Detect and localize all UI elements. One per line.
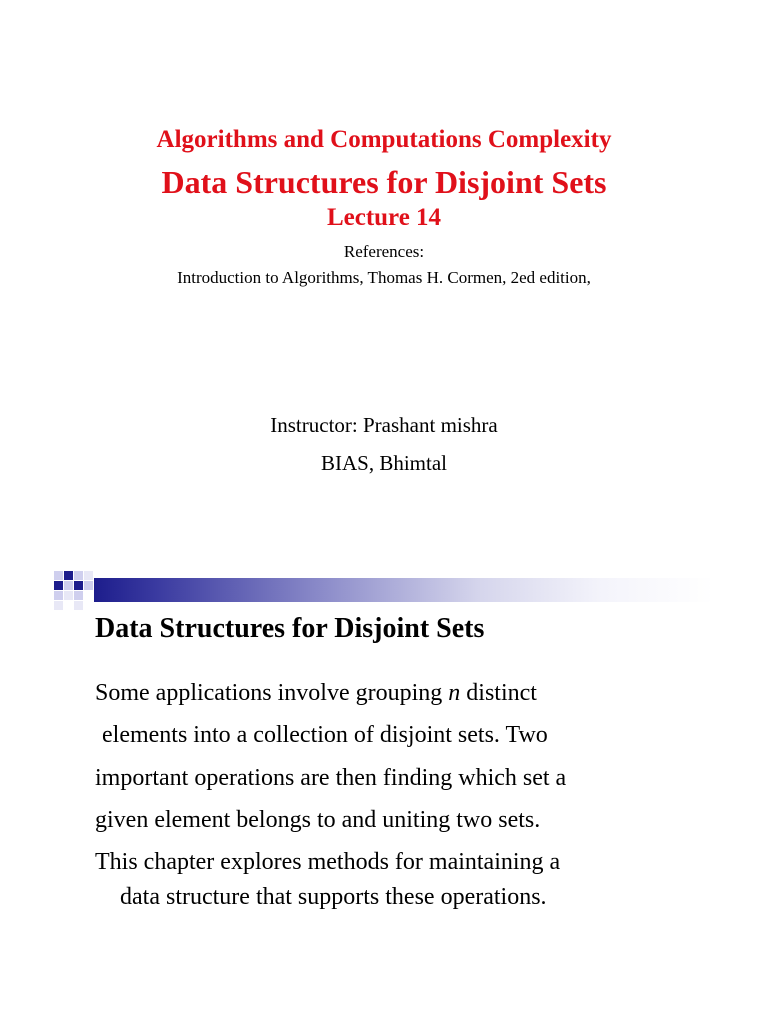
lecture-number: Lecture 14 — [326, 204, 442, 231]
decor-square — [64, 581, 73, 590]
header-decoration-band — [54, 571, 714, 609]
body-line: given element belongs to and uniting two sets. — [95, 807, 541, 833]
body-line: important operations are then finding which set a — [95, 765, 567, 791]
decor-square — [74, 591, 83, 600]
course-title: Algorithms and Computations Complexity — [156, 126, 612, 153]
body-text: Some applications involve grouping — [95, 680, 449, 706]
decor-gradient-bar — [94, 578, 714, 602]
body-text: distinct — [460, 680, 537, 706]
instructor-name: Instructor: Prashant mishra — [270, 413, 498, 437]
decor-square — [64, 571, 73, 580]
decor-square — [84, 581, 93, 590]
variable-n: n — [448, 680, 461, 706]
reference-text: Introduction to Algorithms, Thomas H. Cormen, 2ed edition, — [177, 268, 591, 287]
decor-square — [74, 571, 83, 580]
decor-square — [54, 571, 63, 580]
decor-square — [54, 581, 63, 590]
slide-heading: Data Structures for Disjoint Sets — [95, 613, 485, 644]
body-line — [95, 680, 537, 707]
decor-square — [54, 591, 63, 600]
body-line: This chapter explores methods for maintaining a — [95, 849, 561, 875]
decor-square — [84, 571, 93, 580]
references-label: References: — [343, 242, 425, 261]
lecture-title: Data Structures for Disjoint Sets — [161, 164, 607, 200]
institute-name: BIAS, Bhimtal — [320, 451, 447, 475]
decor-square — [64, 591, 73, 600]
decor-square — [74, 601, 83, 610]
body-line: elements into a collection of disjoint sets. Two — [102, 722, 548, 748]
decor-square — [74, 581, 83, 590]
decor-square — [54, 601, 63, 610]
content-slide — [0, 540, 768, 1024]
body-line: data structure that supports these operations. — [120, 884, 547, 910]
